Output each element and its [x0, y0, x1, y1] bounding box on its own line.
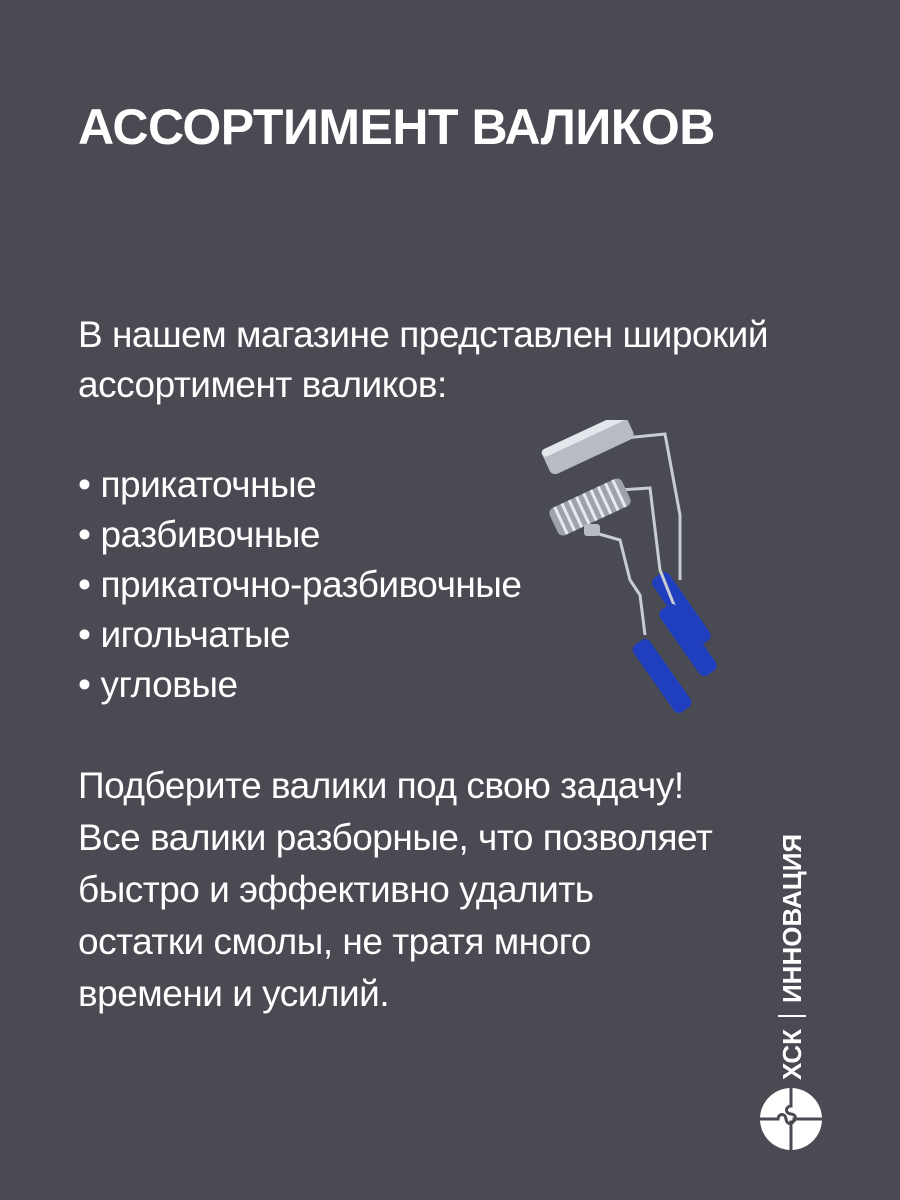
roller-types-list	[78, 460, 521, 710]
list-item: • угловые	[78, 660, 521, 710]
intro-text	[78, 310, 898, 410]
outro-line-1: Подберите валики под свою задачу!	[78, 765, 684, 806]
outro-text	[78, 760, 798, 1020]
brand-name	[756, 833, 828, 1080]
outro-line-5: времени и усилий.	[78, 973, 390, 1014]
outro-line-2: Все валики разборные, что позволяет	[78, 817, 713, 858]
intro-line-1: В нашем магазине представлен широкий	[78, 314, 769, 355]
intro-line-2: ассортимент валиков:	[78, 364, 447, 405]
rollers-product-image	[530, 420, 800, 740]
list-item: • прикаточные	[78, 460, 521, 510]
puzzle-logo-icon	[758, 1086, 824, 1152]
brand-line-2: ИННОВАЦИЯ	[777, 833, 807, 1003]
list-item: • игольчатые	[78, 610, 521, 660]
list-item: • прикаточно-разбивочные	[78, 560, 521, 610]
page-title: АССОРТИМЕНТ ВАЛИКОВ	[78, 99, 715, 155]
outro-line-3: быстро и эффективно удалить	[78, 869, 594, 910]
brand-line-1: ХСК	[778, 1015, 806, 1080]
list-item: • разбивочные	[78, 510, 521, 560]
outro-line-4: остатки смолы, не тратя много	[78, 921, 591, 962]
brand-text	[756, 833, 828, 1080]
